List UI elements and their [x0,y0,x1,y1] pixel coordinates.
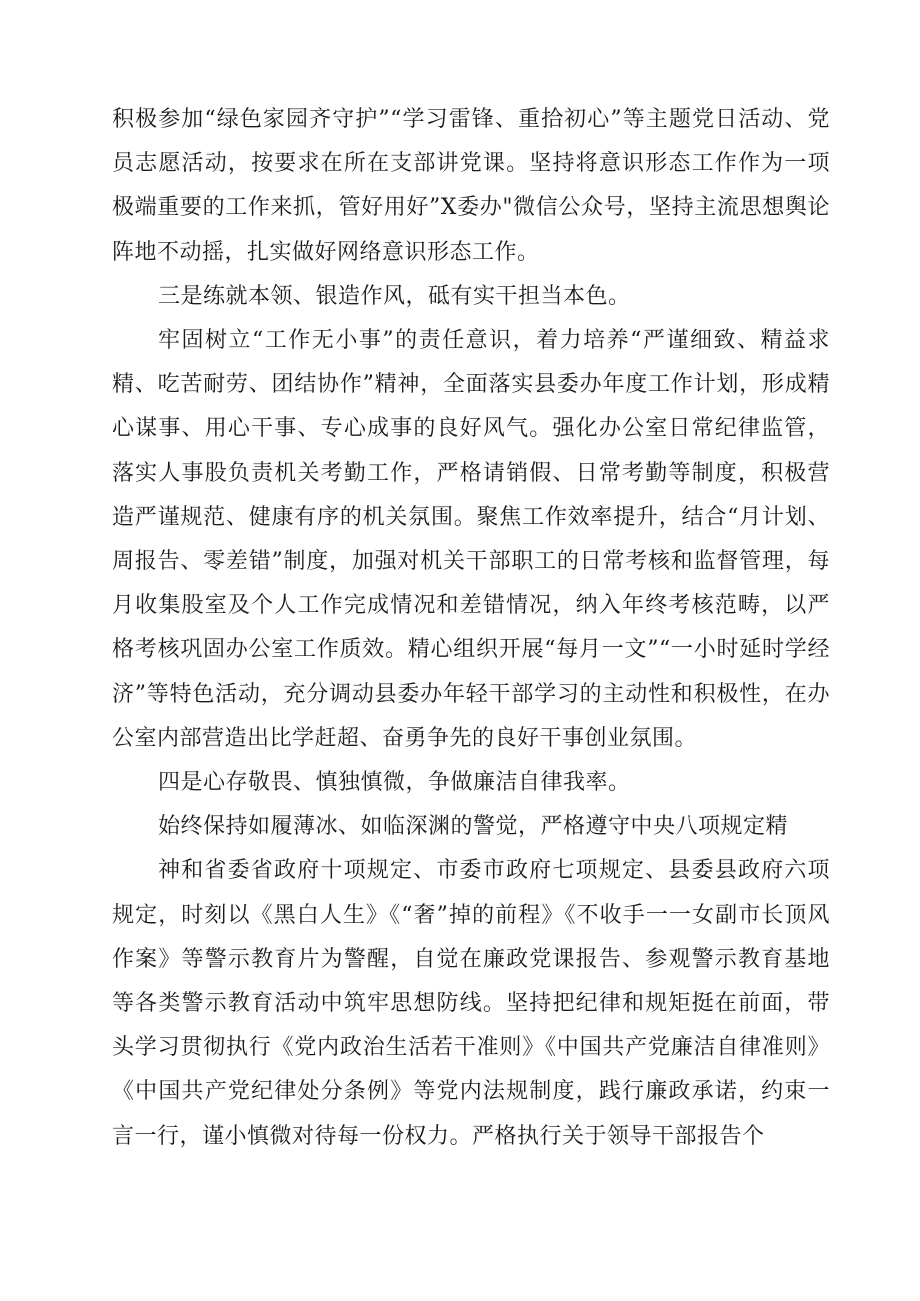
paragraph-work-discipline: 牢固树立“工作无小事”的责任意识，着力培养“严谨细致、精益求精、吃苦耐劳、团结协作”精神，全面落实县委办年度工作计划，形成精心谋事、用心干事、专心成事的良好风气。强化办公室日常纪律监管，落实人事股负责机关考勤工作，严格请销假、日常考勤等制度，积极营造严谨规范、健康有序的机关氛围。聚焦工作效率提升，结合“月计划、周报告、零差错”制度，加强对机关干部职工的日常考核和监督管理，每月收集股室及个人工作完成情况和差错情况，纳入年终考核范畴，以严格考核巩固办公室工作质效。精心组织开展“每月一文”“一小时延时学经济”等特色活动，充分调动县委办年轻干部学习的主动性和积极性，在办公室内部营造出比学赶超、奋勇争先的良好干事创业氛围。 [112,328,830,751]
document-body [112,98,830,1159]
paragraph-integrity-lead: 始终保持如履薄冰、如临深渊的警觉，严格遵守中央八项规定精 [158,814,789,840]
paragraph-heading-four: 四是心存敬畏、慎独慎微，争做廉洁自律我率。 [158,770,631,796]
paragraph-integrity-body: 神和省委省政府十项规定、市委市政府七项规定、县委县政府六项规定，时刻以《黑白人生》《“奢”掉的前程》《不收手一一女副市长顶风作案》等警示教育片为警醒，自觉在廉政党课报告、参观警示教育基地等各类警示教育活动中筑牢思想防线。坚持把纪律和规矩挺在前面，带头学习贯彻执行《党内政治生活若干准则》《中国共产党廉洁自律准则》《中国共产党纪律处分条例》等党内法规制度，践行廉政承诺，约束一言一行，谨小慎微对待每一份权力。严格执行关于领导干部报告个 [112,858,830,1149]
paragraph-heading-three: 三是练就本领、银造作风，砥有实干担当本色。 [158,283,631,309]
paragraph-continuation: 积极参加“绿色家园齐守护”“学习雷锋、重拾初心”等主题党日活动、党员志愿活动，按要求在所在支部讲党课。坚持将意识形态工作作为一项极端重要的工作来抓，管好用好”X委办"微信公众号，坚持主流思想舆论阵地不动摇，扎实做好网络意识形态工作。 [112,107,830,265]
